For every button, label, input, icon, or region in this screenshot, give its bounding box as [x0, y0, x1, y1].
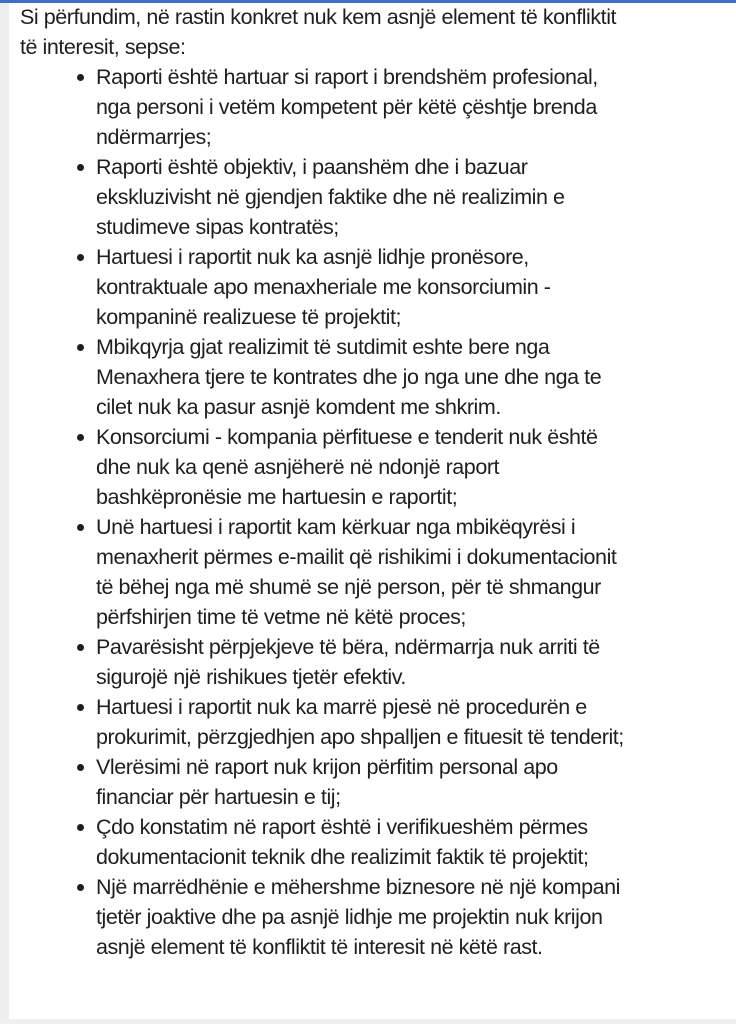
list-item-line: përfshirjen time të vetme në këtë proces; [96, 605, 466, 629]
intro-line: Si përfundim, në rastin konkret nuk kem asnjë element të konfliktit [20, 5, 617, 29]
list-item-line: ndërmarrjes; [96, 125, 212, 149]
document-body [20, 2, 732, 962]
list-item-line: dhe nuk ka qenë asnjëherë në ndonjë raport [96, 455, 500, 479]
list-item-line: Unë hartuesi i raportit kam kërkuar nga mbikëqyrësi i [96, 515, 576, 539]
bullet-icon [77, 254, 84, 261]
list-item [96, 332, 732, 422]
list-item-line: prokurimit, përzgjedhjen apo shpalljen e fituesit të tenderit; [96, 725, 624, 749]
list-item-line: Çdo konstatim në raport është i verifikueshëm përmes [96, 815, 588, 839]
list-item-line: studimeve sipas kontratës; [96, 215, 339, 239]
list-item-line: të bëhej nga më shumë se një person, për të shmangur [96, 575, 601, 599]
list-item-line: Një marrëdhënie e mëhershme biznesore në një kompani [96, 875, 620, 899]
list-item-line: Hartuesi i raportit nuk ka marrë pjesë në procedurën e [96, 695, 587, 719]
list-item [96, 692, 732, 752]
list-item [96, 62, 732, 152]
list-item [96, 422, 732, 512]
list-item [96, 752, 732, 812]
bullet-icon [77, 764, 84, 771]
bullet-icon [77, 704, 84, 711]
list-item-line: Raporti është hartuar si raport i brendshëm profesional, [96, 65, 598, 89]
bullet-list [20, 62, 732, 962]
bullet-icon [77, 524, 84, 531]
list-item-line: dokumentacionit teknik dhe realizimit faktik të projektit; [96, 845, 589, 869]
list-item-line: asnjë element të konfliktit të interesit në këtë rast. [96, 935, 543, 959]
list-item-line: bashkëpronësie me hartuesin e raportit; [96, 485, 458, 509]
list-item [96, 872, 732, 962]
bullet-icon [77, 164, 84, 171]
list-item-line: kompaninë realizuese të projektit; [96, 305, 401, 329]
list-item-line: Menaxhera tjere te kontrates dhe jo nga une dhe nga te [96, 365, 602, 389]
list-item-line: nga personi i vetëm kompetent për këtë çështje brenda [96, 95, 597, 119]
list-item-line: Hartuesi i raportit nuk ka asnjë lidhje pronësore, [96, 245, 529, 269]
bullet-icon [77, 884, 84, 891]
list-item [96, 632, 732, 692]
list-item-line: Konsorciumi - kompania përfituese e tenderit nuk është [96, 425, 598, 449]
list-item [96, 242, 732, 332]
list-item [96, 812, 732, 872]
intro-paragraph [20, 2, 732, 62]
list-item-line: sigurojë një rishikues tjetër efektiv. [96, 665, 406, 689]
list-item [96, 152, 732, 242]
bullet-icon [77, 74, 84, 81]
list-item-line: Raporti është objektiv, i paanshëm dhe i bazuar [96, 155, 528, 179]
list-item-line: Pavarësisht përpjekjeve të bëra, ndërmarrja nuk arriti të [96, 635, 600, 659]
left-margin-strip [0, 3, 9, 1024]
list-item-line: Mbikqyrja gjat realizimit të sutdimit eshte bere nga [96, 335, 550, 359]
bullet-icon [77, 644, 84, 651]
list-item-line: ekskluzivisht në gjendjen faktike dhe në realizimin e [96, 185, 565, 209]
list-item-line: tjetër joaktive dhe pa asnjë lidhje me projektin nuk krijon [96, 905, 603, 929]
bullet-icon [77, 824, 84, 831]
list-item [96, 512, 732, 632]
list-item-line: Vlerësimi në raport nuk krijon përfitim personal apo [96, 755, 558, 779]
list-item-line: cilet nuk ka pasur asnjë komdent me shkrim. [96, 395, 501, 419]
bullet-icon [77, 344, 84, 351]
bottom-margin-strip [0, 1019, 736, 1024]
list-item-line: kontraktuale apo menaxheriale me konsorciumin - [96, 275, 551, 299]
list-item-line: financiar për hartuesin e tij; [96, 785, 341, 809]
list-item-line: menaxherit përmes e-mailit që rishikimi i dokumentacionit [96, 545, 617, 569]
intro-line: të interesit, sepse: [20, 35, 186, 59]
bullet-icon [77, 434, 84, 441]
